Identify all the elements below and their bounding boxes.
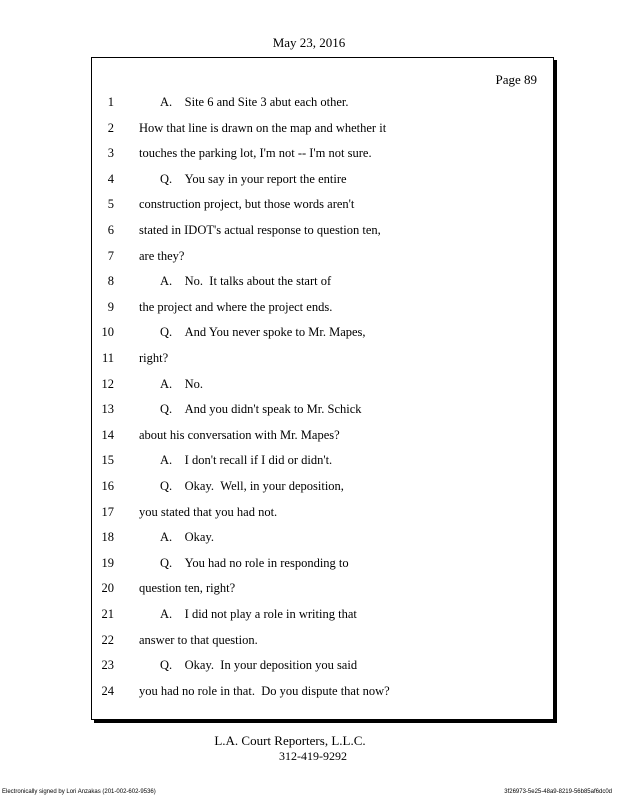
transcript-line <box>92 655 553 675</box>
line-text: right? <box>139 351 169 365</box>
line-number: 12 <box>101 376 114 391</box>
line-number: 16 <box>101 479 114 493</box>
page-number: Page 89 <box>495 72 537 87</box>
transcript-line <box>92 630 553 650</box>
line-text: A. Site 6 and Site 3 abut each other. <box>160 95 349 109</box>
line-number: 11 <box>101 351 114 365</box>
line-text: touches the parking lot, I'm not -- I'm not sure. <box>139 146 372 161</box>
transcript-line <box>92 118 553 138</box>
footer-company: L.A. Court Reporters, L.L.C. <box>214 733 366 748</box>
line-number: 17 <box>101 504 114 519</box>
transcript-line <box>92 578 553 598</box>
signature-left: Electronically signed by Lori Anzakas (201-002-602-9536) <box>2 789 156 795</box>
footer-phone: 312-419-9292 <box>279 749 347 763</box>
transcript-line <box>92 425 553 445</box>
line-text: answer to that question. <box>139 632 258 647</box>
line-text: Q. And you didn't speak to Mr. Schick <box>160 402 362 417</box>
transcript-line <box>92 169 553 189</box>
transcript-line <box>92 604 553 624</box>
line-number: 20 <box>101 581 114 596</box>
line-number: 4 <box>107 171 114 186</box>
line-text: you stated that you had not. <box>139 504 278 519</box>
transcript-line <box>92 374 553 394</box>
line-number: 5 <box>107 197 114 212</box>
line-number: 2 <box>107 120 114 135</box>
line-number: 13 <box>101 402 114 417</box>
line-text: Q. Okay. Well, in your deposition, <box>160 479 344 493</box>
line-text: question ten, right? <box>139 581 236 596</box>
line-text: Q. You had no role in responding to <box>160 555 349 570</box>
line-number: 24 <box>101 683 114 698</box>
transcript-line <box>92 143 553 163</box>
transcript-line <box>92 450 553 470</box>
line-text: A. Okay. <box>160 530 215 545</box>
line-number: 6 <box>107 223 114 237</box>
line-number: 19 <box>101 555 114 570</box>
line-text: A. No. It talks about the start of <box>160 274 332 289</box>
transcript-line <box>92 476 553 496</box>
signature-right: 3f26973-5e25-48a9-8219-56b85af6dc0d <box>504 789 612 795</box>
line-text: A. I don't recall if I did or didn't. <box>160 453 333 468</box>
transcript-line <box>92 297 553 317</box>
line-text: A. I did not play a role in writing that <box>160 607 357 621</box>
line-text: are they? <box>139 248 185 263</box>
transcript-line <box>92 246 553 266</box>
transcript-page <box>91 57 554 720</box>
line-text: Q. Okay. In your deposition you said <box>160 658 358 673</box>
header-date: May 23, 2016 <box>272 35 346 50</box>
line-text: stated in IDOT's actual response to question ten, <box>139 223 381 237</box>
transcript-line <box>92 681 553 701</box>
line-number: 8 <box>107 274 114 289</box>
line-number: 9 <box>107 299 114 314</box>
line-number: 7 <box>107 248 114 263</box>
line-number: 3 <box>107 146 114 161</box>
transcript-line <box>92 553 553 573</box>
transcript-line <box>92 194 553 214</box>
transcript-line <box>92 502 553 522</box>
transcript-line <box>92 220 553 240</box>
transcript-line <box>92 271 553 291</box>
transcript-line <box>92 348 553 368</box>
line-text: How that line is drawn on the map and whether it <box>139 120 387 135</box>
transcript-line <box>92 322 553 342</box>
line-number: 10 <box>101 325 114 340</box>
line-text: A. No. <box>160 376 204 391</box>
transcript-line <box>92 527 553 547</box>
line-text: you had no role in that. Do you dispute that now? <box>139 683 390 698</box>
line-text: Q. And You never spoke to Mr. Mapes, <box>160 325 366 340</box>
line-number: 1 <box>107 95 114 109</box>
line-number: 14 <box>101 427 114 442</box>
transcript-line <box>92 399 553 419</box>
transcript-line <box>92 92 553 112</box>
line-number: 21 <box>101 607 114 621</box>
line-number: 23 <box>101 658 114 673</box>
line-text: about his conversation with Mr. Mapes? <box>139 427 340 442</box>
line-number: 22 <box>101 632 114 647</box>
line-number: 18 <box>101 530 114 545</box>
line-number: 15 <box>101 453 114 468</box>
line-text: construction project, but those words aren't <box>139 197 355 212</box>
line-text: the project and where the project ends. <box>139 299 333 314</box>
line-text: Q. You say in your report the entire <box>160 171 347 186</box>
